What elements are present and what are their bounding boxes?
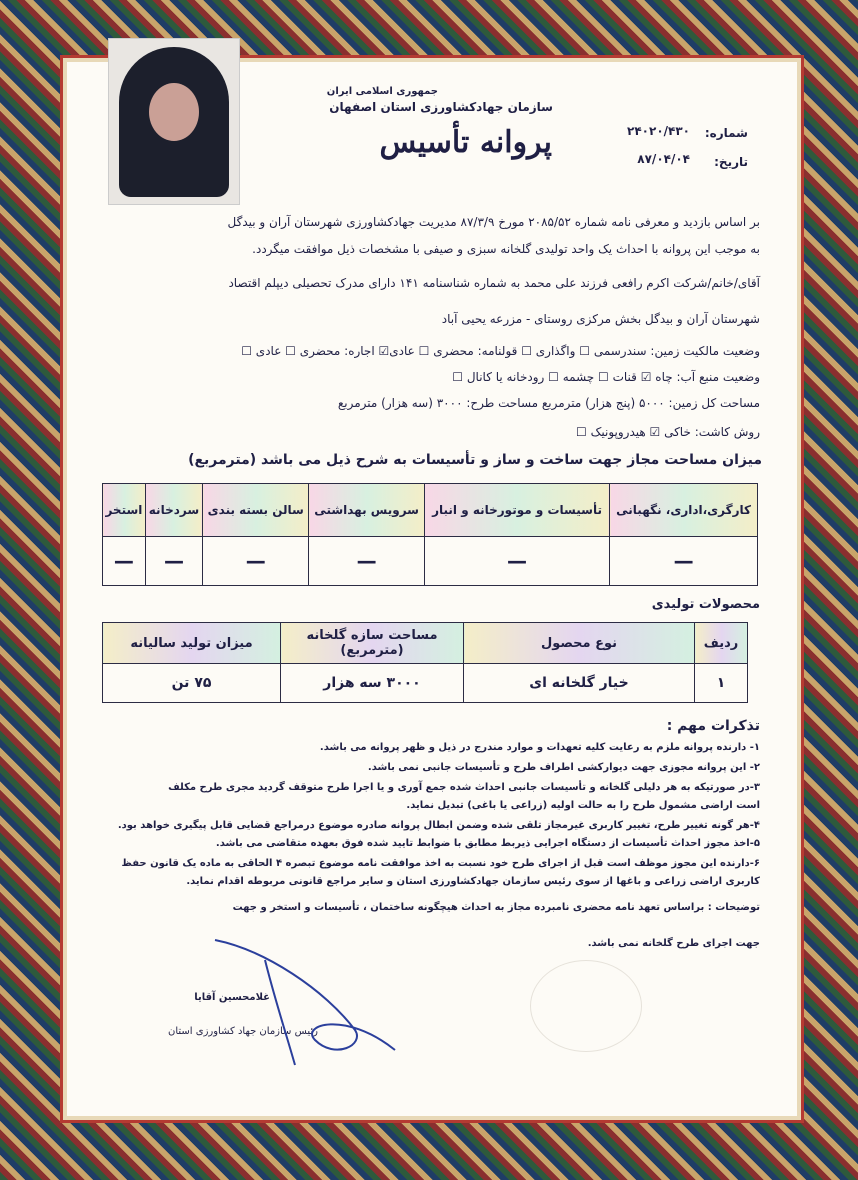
- header-line1: جمهوری اسلامی ایران: [326, 86, 438, 97]
- faded-stamp: [530, 960, 642, 1052]
- cell-value-6: —: [103, 537, 146, 586]
- prod-cell-4: ۷۵ تن: [103, 664, 281, 703]
- body-p3: آقای/خانم/شرکت اکرم رافعی فرزند علی محمد به شماره شناسنامه ۱۴۱ دارای مدرک تحصیلی دیپلم اقتصاد: [228, 276, 760, 290]
- body-p7: مساحت کل زمین: ۵۰۰۰ (پنج هزار) مترمربع مساحت طرح: ۳۰۰۰ (سه هزار) مترمربع: [337, 396, 760, 410]
- col-header-5: سردخانه: [145, 484, 202, 537]
- note-2: ۲- این پروانه مجوزی جهت دیوارکشی اطراف طرح و تأسیسات جانبی نمی باشد.: [367, 762, 760, 773]
- products-title: محصولات تولیدی: [651, 597, 760, 612]
- signatory-name: غلامحسین آقایا: [194, 992, 270, 1003]
- note-4: ۴-هر گونه تغییر طرح، تغییر کاربری غیرمجاز تلقی شده وضمن ابطال پروانه صادره موضوع درمراجع قضایی قابل پیگیری خواهد بود.: [117, 820, 760, 831]
- signature-mark: [205, 930, 405, 1070]
- note-6b: کاربری اراضی زراعی و باغها از سوی رئیس سازمان جهادکشاورزی استان و سایر مراجع قانونی مربوطه اقدام نماید.: [186, 876, 760, 887]
- body-p8: روش کاشت: خاکی ☑ هیدروپونیک ☐: [576, 425, 760, 439]
- page-title: پروانه تأسیس: [379, 125, 552, 160]
- body-p5: وضعیت مالکیت زمین: سندرسمی ☐ واگذاری ☐ قولنامه: محضری ☐ عادی☑ اجاره: محضری ☐ عادی ☐: [241, 344, 760, 358]
- description-a: توضیحات : براساس تعهد نامه محضری نامبرده مجاز به احداث هیچگونه ساختمان ، تأسیسات و استخر و جهت: [232, 902, 760, 913]
- construction-table: [102, 483, 758, 586]
- cell-value-2: —: [424, 537, 609, 586]
- prod-header-3: مساحت سازه گلخانه (مترمربع): [281, 623, 464, 664]
- date-label: تاریخ:: [714, 155, 748, 169]
- notes-title: تذکرات مهم :: [666, 718, 760, 734]
- prod-cell-2: خیار گلخانه ای: [464, 664, 695, 703]
- body-p2: به موجب این پروانه با احداث یک واحد تولیدی گلخانه سبزی و صیفی با مشخصات ذیل موافقت میگردد.: [252, 242, 760, 256]
- body-p6: وضعیت منبع آب: چاه ☑ قنات ☐ چشمه ☐ رودخانه یا کانال ☐: [452, 370, 760, 384]
- prod-header-2: نوع محصول: [464, 623, 695, 664]
- number-value: ۲۴۰۲۰/۴۳۰: [627, 124, 690, 138]
- cell-value-5: —: [145, 537, 202, 586]
- note-3a: ۳-در صورتیکه به هر دلیلی گلخانه و تأسیسات جانبی احداث شده جمع آوری و یا اجرا طرح متوقف گردید مجری طرح مکلف: [168, 782, 760, 793]
- date-value: ۸۷/۰۴/۰۴: [637, 152, 690, 166]
- applicant-photo: [108, 38, 240, 205]
- cell-value-1: —: [610, 537, 758, 586]
- col-header-4: سالن بسته بندی: [203, 484, 309, 537]
- products-table: [102, 622, 748, 703]
- section-title: میزان مساحت مجاز جهت ساخت و ساز و تأسیسات به شرح ذیل می باشد (مترمربع): [188, 452, 762, 468]
- prod-header-4: میزان تولید سالیانه: [103, 623, 281, 664]
- note-1: ۱- دارنده پروانه ملزم به رعایت کلیه تعهدات و موارد مندرج در ذیل و ظهر پروانه می باشد.: [319, 742, 760, 753]
- prod-header-1: ردیف: [695, 623, 748, 664]
- cell-value-3: —: [309, 537, 424, 586]
- signatory-position: رئیس سازمان جهاد کشاورزی استان: [168, 1026, 318, 1037]
- prod-cell-1: ۱: [695, 664, 748, 703]
- body-p1: بر اساس بازدید و معرفی نامه شماره ۲۰۸۵/۵۲ مورخ ۸۷/۳/۹ مدیریت جهادکشاورزی شهرستان آران و بیدگل: [227, 215, 760, 229]
- cell-value-4: —: [203, 537, 309, 586]
- col-header-2: تأسیسات و موتورخانه و انبار: [424, 484, 609, 537]
- header-line2: سازمان جهادکشاورزی استان اصفهان: [329, 100, 553, 114]
- prod-cell-3: ۳۰۰۰ سه هزار: [281, 664, 464, 703]
- col-header-1: کارگری،اداری، نگهبانی: [610, 484, 758, 537]
- note-3b: است اراضی مشمول طرح را به حالت اولیه (زراعی یا باغی) تبدیل نماید.: [406, 800, 760, 811]
- col-header-6: استخر: [103, 484, 146, 537]
- note-6a: ۶-دارنده این مجوز موظف است قبل از اجرای طرح خود نسبت به اخذ موافقت نامه موضوع تبصره ۴ الحاقی به ماده یک قانون حفظ: [121, 858, 760, 869]
- col-header-3: سرویس بهداشتی: [309, 484, 424, 537]
- note-5: ۵-اخذ مجوز احداث تأسیسات از دستگاه اجرایی ذیربط مطابق با ضوابط تایید شده فوق بعهده متقاضی می باشد.: [215, 838, 760, 849]
- body-p4: شهرستان آران و بیدگل بخش مرکزی روستای - مزرعه یحیی آباد: [441, 312, 760, 326]
- number-label: شماره:: [704, 126, 748, 140]
- description-b: جهت اجرای طرح گلخانه نمی باشد.: [587, 938, 760, 949]
